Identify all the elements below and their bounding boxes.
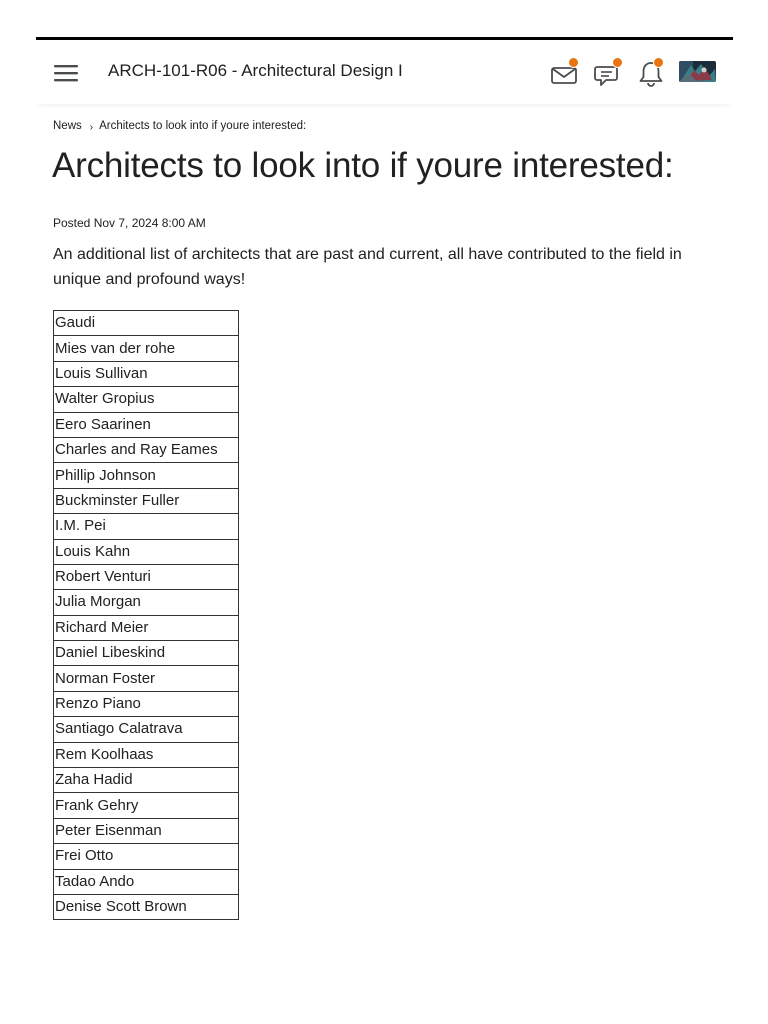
table-row — [54, 894, 239, 919]
table-row — [54, 311, 239, 336]
table-row — [54, 717, 239, 742]
architect-cell: Denise Scott Brown — [54, 894, 239, 919]
architect-cell: Renzo Piano — [54, 691, 239, 716]
table-row — [54, 361, 239, 386]
table-row — [54, 514, 239, 539]
table-row — [54, 437, 239, 462]
table-row — [54, 793, 239, 818]
page-title: Architects to look into if youre interested: — [52, 146, 674, 185]
architects-table — [53, 310, 239, 920]
architect-cell: Daniel Libeskind — [54, 641, 239, 666]
bell-icon[interactable] — [635, 58, 667, 90]
table-row — [54, 869, 239, 894]
architect-cell: Louis Kahn — [54, 539, 239, 564]
architect-cell: Frank Gehry — [54, 793, 239, 818]
architect-cell: Eero Saarinen — [54, 412, 239, 437]
architect-cell: Buckminster Fuller — [54, 488, 239, 513]
architect-cell: Richard Meier — [54, 615, 239, 640]
course-title[interactable]: ARCH-101-R06 - Architectural Design I — [108, 61, 403, 80]
architect-cell: Norman Foster — [54, 666, 239, 691]
architect-cell: Santiago Calatrava — [54, 717, 239, 742]
table-row — [54, 641, 239, 666]
table-row — [54, 336, 239, 361]
table-row — [54, 564, 239, 589]
table-row — [54, 818, 239, 843]
mail-notification-dot — [568, 57, 579, 68]
architect-cell: Zaha Hadid — [54, 768, 239, 793]
table-row — [54, 666, 239, 691]
architect-cell: Mies van der rohe — [54, 336, 239, 361]
chat-notification-dot — [612, 57, 623, 68]
mail-icon[interactable] — [548, 58, 580, 90]
avatar[interactable] — [679, 61, 716, 82]
posted-date: Posted Nov 7, 2024 8:00 AM — [53, 216, 206, 230]
chat-icon[interactable] — [592, 58, 624, 90]
architect-cell: Peter Eisenman — [54, 818, 239, 843]
architect-cell: Robert Venturi — [54, 564, 239, 589]
navbar — [36, 40, 733, 104]
table-row — [54, 387, 239, 412]
breadcrumb-current: Architects to look into if youre interested: — [99, 120, 307, 132]
bell-notification-dot — [653, 57, 664, 68]
menu-icon[interactable] — [52, 62, 80, 84]
breadcrumb-news-link[interactable]: News — [53, 120, 82, 132]
table-row — [54, 488, 239, 513]
architect-cell: Gaudi — [54, 311, 239, 336]
architect-cell: Frei Otto — [54, 844, 239, 869]
breadcrumb — [53, 119, 306, 134]
table-row — [54, 742, 239, 767]
architect-cell: Tadao Ando — [54, 869, 239, 894]
table-row — [54, 590, 239, 615]
table-row — [54, 691, 239, 716]
architect-cell: Walter Gropius — [54, 387, 239, 412]
table-row — [54, 539, 239, 564]
table-row — [54, 412, 239, 437]
post-intro: An additional list of architects that are past and current, all have contributed to the field in unique and profound ways! — [53, 246, 682, 288]
breadcrumb-chevron-icon: › — [89, 122, 94, 133]
table-row — [54, 768, 239, 793]
architect-cell: I.M. Pei — [54, 514, 239, 539]
architect-cell: Julia Morgan — [54, 590, 239, 615]
table-row — [54, 615, 239, 640]
table-row — [54, 844, 239, 869]
architect-cell: Phillip Johnson — [54, 463, 239, 488]
architect-cell: Charles and Ray Eames — [54, 437, 239, 462]
architect-cell: Louis Sullivan — [54, 361, 239, 386]
table-row — [54, 463, 239, 488]
architect-cell: Rem Koolhaas — [54, 742, 239, 767]
